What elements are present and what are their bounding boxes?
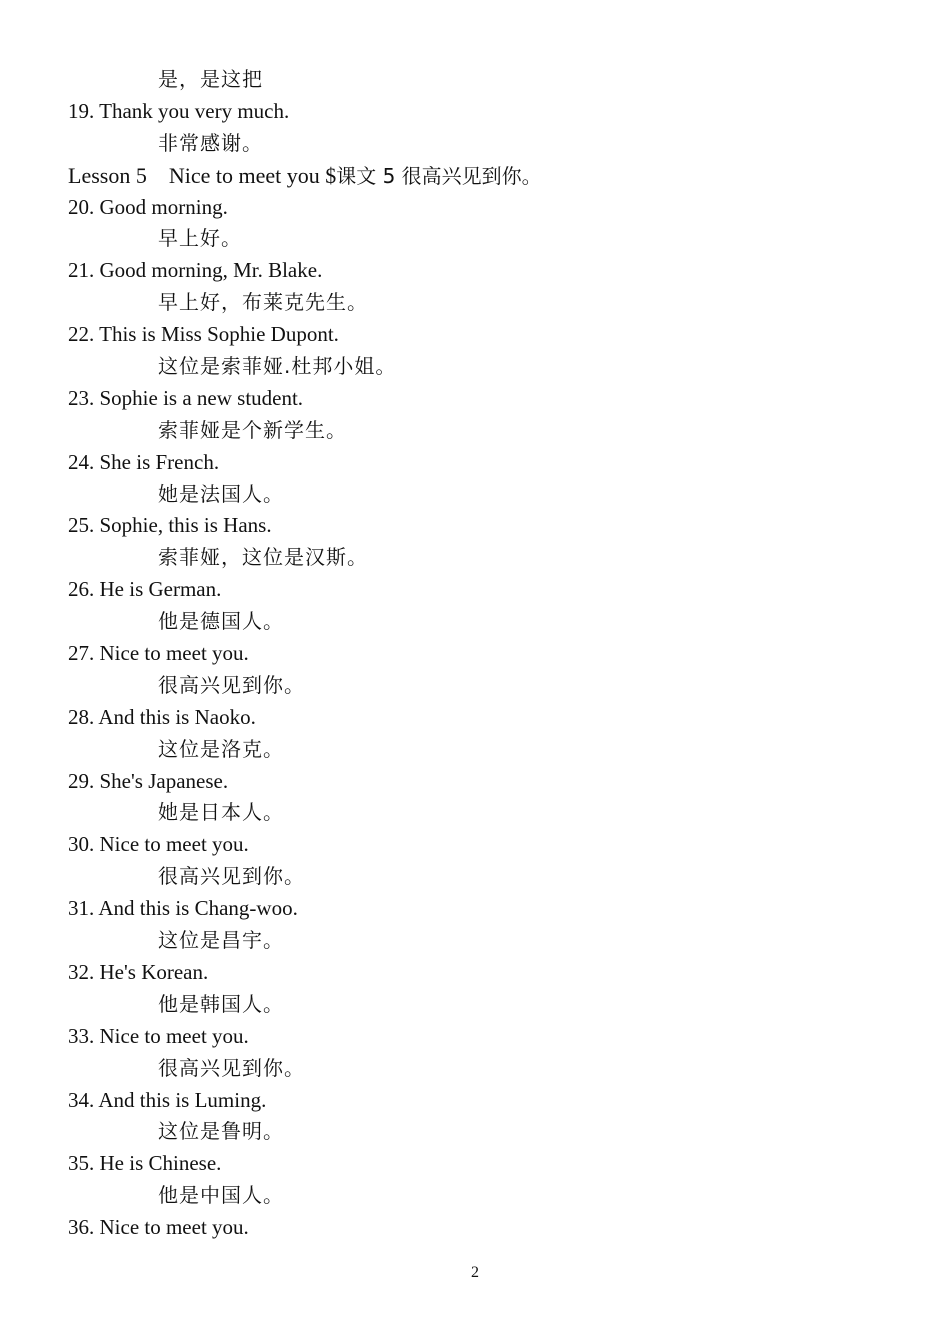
chinese-translation: 很高兴见到你。: [158, 672, 305, 697]
english-sentence: 27. Nice to meet you.: [68, 641, 249, 666]
chinese-translation: 她是日本人。: [158, 800, 284, 825]
english-sentence: 21. Good morning, Mr. Blake.: [68, 258, 323, 283]
english-sentence: 19. Thank you very much.: [68, 98, 290, 123]
english-sentence: 28. And this is Naoko.: [68, 704, 256, 729]
lesson-text: [68, 64, 888, 1244]
english-sentence: 29. She's Japanese.: [68, 768, 229, 793]
english-sentence: 34. And this is Luming.: [68, 1087, 267, 1112]
chinese-translation: 她是法国人。: [158, 481, 284, 506]
english-sentence: 31. And this is Chang-woo.: [68, 896, 298, 921]
chinese-translation: 索菲娅是个新学生。: [158, 417, 347, 442]
chinese-translation: 是，是这把: [158, 67, 263, 91]
chinese-translation: 他是德国人。: [158, 609, 284, 634]
english-sentence: 26. He is German.: [68, 577, 222, 602]
english-sentence: 36. Nice to meet you.: [68, 1215, 249, 1240]
lesson-heading-chinese: 课文 5 很高兴见到你。: [336, 163, 542, 188]
english-sentence: 35. He is Chinese.: [68, 1151, 222, 1176]
page-number: 2: [471, 1264, 479, 1281]
english-sentence: 24. She is French.: [68, 449, 220, 474]
lesson-heading-english: Lesson 5 Nice to meet you $: [68, 162, 337, 188]
chinese-translation: 这位是昌宇。: [158, 928, 284, 953]
english-sentence: 25. Sophie, this is Hans.: [68, 513, 272, 538]
english-sentence: 20. Good morning.: [68, 194, 228, 219]
chinese-translation: 这位是洛克。: [158, 736, 284, 761]
chinese-translation: 很高兴见到你。: [158, 1055, 305, 1080]
chinese-translation: 非常感谢。: [158, 130, 263, 155]
english-sentence: 32. He's Korean.: [68, 959, 209, 984]
chinese-translation: 很高兴见到你。: [158, 864, 305, 889]
lesson-heading: [68, 160, 888, 192]
english-sentence: 30. Nice to meet you.: [68, 832, 249, 857]
english-sentence: 22. This is Miss Sophie Dupont.: [68, 322, 339, 347]
chinese-translation: 早上好。: [158, 226, 242, 251]
english-sentence: 33. Nice to meet you.: [68, 1023, 249, 1048]
chinese-translation: 早上好，布莱克先生。: [158, 290, 368, 315]
chinese-translation: 这位是索菲娅.杜邦小姐。: [158, 354, 397, 379]
english-sentence: 23. Sophie is a new student.: [68, 385, 304, 410]
chinese-translation: 他是中国人。: [158, 1183, 284, 1208]
chinese-translation: 他是韩国人。: [158, 991, 284, 1016]
chinese-translation: 这位是鲁明。: [158, 1119, 284, 1144]
chinese-translation: 索菲娅，这位是汉斯。: [158, 545, 368, 570]
